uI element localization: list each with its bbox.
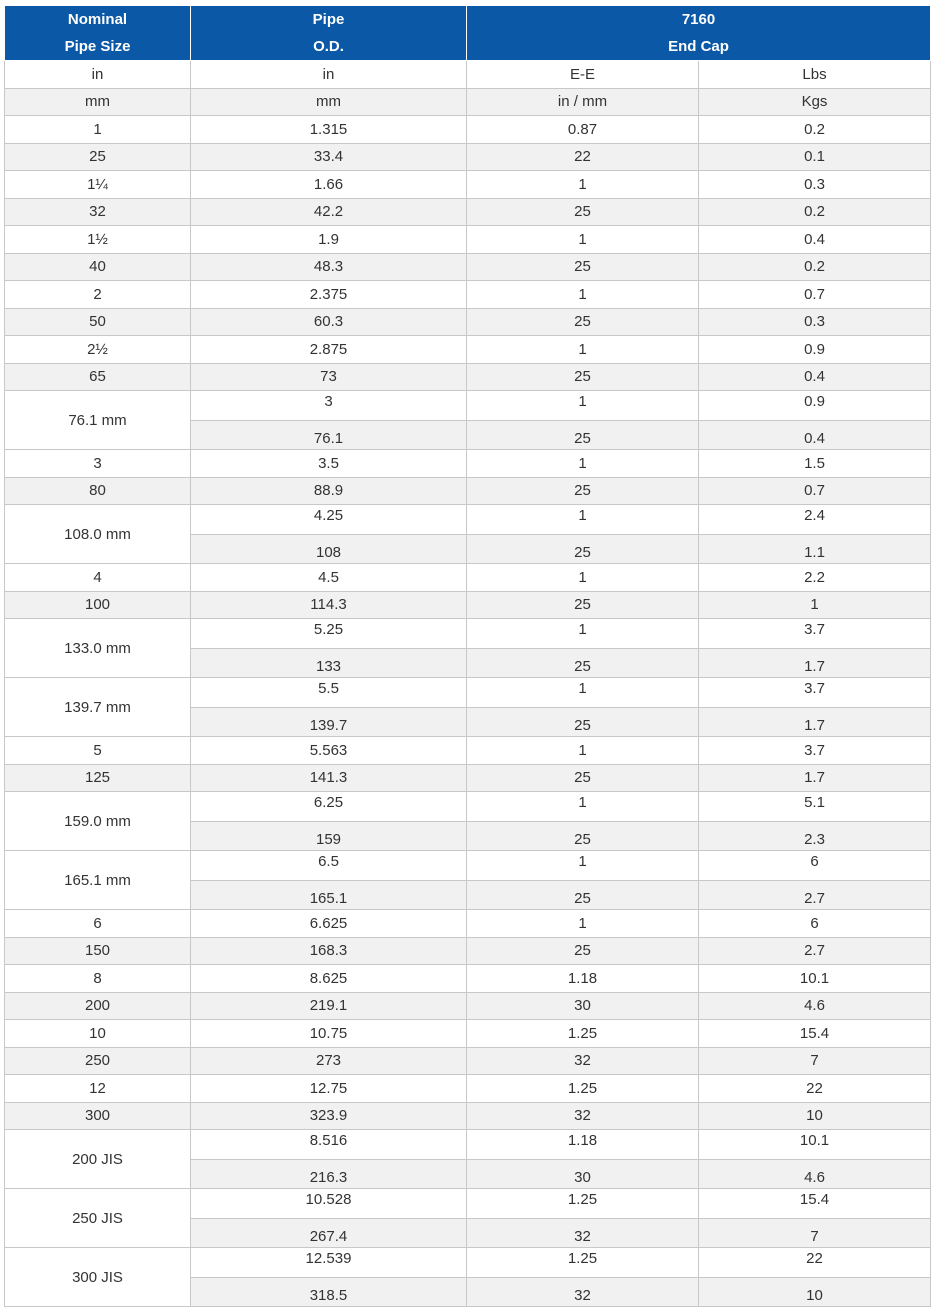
table-cell: 15.4 <box>699 1189 931 1219</box>
table-row <box>5 363 931 391</box>
table-cell: 2.2 <box>699 564 931 592</box>
table-cell-merged: 159.0 mm <box>5 792 191 851</box>
table-cell: 1 <box>467 391 699 421</box>
table-cell: 1 <box>699 591 931 619</box>
table-cell: 5.1 <box>699 792 931 822</box>
table-cell: 32 <box>467 1047 699 1075</box>
table-cell: 6 <box>699 851 931 881</box>
table-cell: 139.7 <box>191 707 467 737</box>
table-cell: 3.5 <box>191 450 467 478</box>
header-text: O.D. <box>313 38 344 55</box>
table-cell: 10 <box>699 1102 931 1130</box>
table-cell: 32 <box>5 198 191 226</box>
table-cell: 22 <box>699 1248 931 1278</box>
table-cell: 108 <box>191 534 467 564</box>
table-cell: 1.7 <box>699 764 931 792</box>
table-cell: 2.7 <box>699 880 931 910</box>
table-cell: 10.528 <box>191 1189 467 1219</box>
table-cell: 0.3 <box>699 308 931 336</box>
table-cell: 1 <box>467 619 699 649</box>
table-row <box>5 1047 931 1075</box>
table-row <box>5 336 931 364</box>
table-cell: 3 <box>5 450 191 478</box>
table-cell: 32 <box>467 1102 699 1130</box>
table-cell: 25 <box>467 534 699 564</box>
table-cell: 25 <box>467 707 699 737</box>
table-cell: 273 <box>191 1047 467 1075</box>
table-row <box>5 391 931 421</box>
table-row <box>5 143 931 171</box>
table-cell: 12.75 <box>191 1075 467 1103</box>
table-row <box>5 1075 931 1103</box>
table-row <box>5 1020 931 1048</box>
table-cell: 1 <box>467 678 699 708</box>
table-cell: 88.9 <box>191 477 467 505</box>
table-cell: 1 <box>467 505 699 535</box>
table-cell: 4.6 <box>699 992 931 1020</box>
table-cell: 4.25 <box>191 505 467 535</box>
table-cell: 125 <box>5 764 191 792</box>
table-cell: 2.875 <box>191 336 467 364</box>
table-row <box>5 253 931 281</box>
table-row <box>5 764 931 792</box>
table-cell: 0.2 <box>699 253 931 281</box>
table-cell: 25 <box>467 764 699 792</box>
table-cell: Kgs <box>699 88 931 116</box>
table-row <box>5 477 931 505</box>
table-cell: 3.7 <box>699 737 931 765</box>
table-cell: 1.7 <box>699 648 931 678</box>
table-row <box>5 910 931 938</box>
table-cell: 0.4 <box>699 420 931 450</box>
table-cell: 65 <box>5 363 191 391</box>
table-cell: 1.25 <box>467 1248 699 1278</box>
table-cell: 25 <box>467 477 699 505</box>
table-cell: 3.7 <box>699 619 931 649</box>
table-cell: 0.4 <box>699 363 931 391</box>
table-cell: 1.7 <box>699 707 931 737</box>
units-row-in <box>5 61 931 89</box>
table-cell: 0.3 <box>699 171 931 199</box>
table-cell: 114.3 <box>191 591 467 619</box>
table-cell: 1 <box>467 910 699 938</box>
table-cell: 2 <box>5 281 191 309</box>
table-cell: mm <box>5 88 191 116</box>
table-cell: 216.3 <box>191 1159 467 1189</box>
table-row <box>5 1189 931 1219</box>
table-cell: 12 <box>5 1075 191 1103</box>
table-cell: Lbs <box>699 61 931 89</box>
table-cell: 25 <box>467 308 699 336</box>
table-row <box>5 737 931 765</box>
table-cell: 25 <box>467 420 699 450</box>
table-cell: 73 <box>191 363 467 391</box>
table-cell: 12.539 <box>191 1248 467 1278</box>
table-cell-merged: 76.1 mm <box>5 391 191 450</box>
table-cell: 25 <box>467 937 699 965</box>
table-cell: 0.2 <box>699 116 931 144</box>
table-cell: 80 <box>5 477 191 505</box>
table-cell: 10.1 <box>699 965 931 993</box>
table-cell: 33.4 <box>191 143 467 171</box>
units-row-mm <box>5 88 931 116</box>
table-row <box>5 198 931 226</box>
header-text: End Cap <box>668 38 729 55</box>
table-cell: 0.7 <box>699 281 931 309</box>
table-cell: 10 <box>699 1277 931 1307</box>
table-cell: 25 <box>467 591 699 619</box>
table-cell: 5.25 <box>191 619 467 649</box>
table-cell: 8.625 <box>191 965 467 993</box>
table-cell: 10.1 <box>699 1130 931 1160</box>
table-cell: 1 <box>5 116 191 144</box>
table-cell: 25 <box>467 648 699 678</box>
table-cell: 1 <box>467 792 699 822</box>
table-cell: 6 <box>5 910 191 938</box>
table-row <box>5 937 931 965</box>
table-cell: 1.315 <box>191 116 467 144</box>
table-cell: 7 <box>699 1218 931 1248</box>
table-cell: 1½ <box>5 226 191 254</box>
table-cell: 2.375 <box>191 281 467 309</box>
table-cell: 3.7 <box>699 678 931 708</box>
table-cell: 0.1 <box>699 143 931 171</box>
table-cell: 25 <box>467 198 699 226</box>
table-row <box>5 1130 931 1160</box>
table-cell-merged: 250 JIS <box>5 1189 191 1248</box>
table-cell: 8.516 <box>191 1130 467 1160</box>
table-cell: 7 <box>699 1047 931 1075</box>
table-cell: 1¼ <box>5 171 191 199</box>
table-cell: 323.9 <box>191 1102 467 1130</box>
table-cell: 6 <box>699 910 931 938</box>
table-cell: 22 <box>699 1075 931 1103</box>
table-cell-merged: 165.1 mm <box>5 851 191 910</box>
header-nominal-pipe-size <box>5 6 191 61</box>
table-cell: 2.4 <box>699 505 931 535</box>
table-cell: 25 <box>467 253 699 281</box>
table-cell: E-E <box>467 61 699 89</box>
header-end-cap <box>467 6 931 61</box>
table-cell: 25 <box>467 363 699 391</box>
table-cell: 10.75 <box>191 1020 467 1048</box>
table-cell: 1 <box>467 171 699 199</box>
table-row <box>5 116 931 144</box>
table-cell: 25 <box>5 143 191 171</box>
table-cell: 1.25 <box>467 1020 699 1048</box>
table-cell: 1.18 <box>467 1130 699 1160</box>
table-row <box>5 1102 931 1130</box>
table-cell: 30 <box>467 1159 699 1189</box>
table-cell-merged: 139.7 mm <box>5 678 191 737</box>
table-row <box>5 281 931 309</box>
table-cell: 1 <box>467 281 699 309</box>
table-row <box>5 1248 931 1278</box>
pipe-spec-table <box>4 5 931 1307</box>
table-cell: 133 <box>191 648 467 678</box>
header-text: Nominal <box>67 11 128 28</box>
table-cell: 25 <box>467 821 699 851</box>
table-cell: in / mm <box>467 88 699 116</box>
table-row <box>5 308 931 336</box>
table-row <box>5 564 931 592</box>
header-text: Pipe <box>312 11 345 28</box>
table-cell: 60.3 <box>191 308 467 336</box>
table-row <box>5 678 931 708</box>
table-cell: 1 <box>467 226 699 254</box>
table-cell: 3 <box>191 391 467 421</box>
table-cell: in <box>191 61 467 89</box>
table-cell: 50 <box>5 308 191 336</box>
table-cell: 5 <box>5 737 191 765</box>
table-cell: 300 <box>5 1102 191 1130</box>
table-cell: 22 <box>467 143 699 171</box>
table-cell: in <box>5 61 191 89</box>
table-cell: 1.25 <box>467 1189 699 1219</box>
table-row <box>5 226 931 254</box>
table-cell: 1.18 <box>467 965 699 993</box>
table-cell-merged: 133.0 mm <box>5 619 191 678</box>
header-text: 7160 <box>681 11 716 28</box>
table-cell: 8 <box>5 965 191 993</box>
table-cell: 42.2 <box>191 198 467 226</box>
table-cell: 15.4 <box>699 1020 931 1048</box>
table-cell: 100 <box>5 591 191 619</box>
table-cell: 0.9 <box>699 391 931 421</box>
table-cell: 5.563 <box>191 737 467 765</box>
table-row <box>5 450 931 478</box>
table-row <box>5 992 931 1020</box>
table-cell: 219.1 <box>191 992 467 1020</box>
table-cell: 32 <box>467 1277 699 1307</box>
table-row <box>5 965 931 993</box>
table-cell: 1.66 <box>191 171 467 199</box>
table-cell: 168.3 <box>191 937 467 965</box>
table-cell: 32 <box>467 1218 699 1248</box>
table-row <box>5 171 931 199</box>
table-cell: 2.7 <box>699 937 931 965</box>
table-cell: 159 <box>191 821 467 851</box>
table-cell: 4.5 <box>191 564 467 592</box>
table-cell: 0.87 <box>467 116 699 144</box>
table-cell: mm <box>191 88 467 116</box>
table-row <box>5 591 931 619</box>
table-cell: 10 <box>5 1020 191 1048</box>
table-cell: 1 <box>467 851 699 881</box>
table-cell: 0.4 <box>699 226 931 254</box>
table-cell-merged: 108.0 mm <box>5 505 191 564</box>
table-cell: 4.6 <box>699 1159 931 1189</box>
table-cell: 2.3 <box>699 821 931 851</box>
table-cell: 267.4 <box>191 1218 467 1248</box>
table-cell: 150 <box>5 937 191 965</box>
table-cell: 2½ <box>5 336 191 364</box>
table-cell: 48.3 <box>191 253 467 281</box>
table-row <box>5 851 931 881</box>
table-cell: 141.3 <box>191 764 467 792</box>
table-cell: 76.1 <box>191 420 467 450</box>
table-row <box>5 505 931 535</box>
table-cell: 6.5 <box>191 851 467 881</box>
table-cell-merged: 200 JIS <box>5 1130 191 1189</box>
table-cell: 165.1 <box>191 880 467 910</box>
table-cell: 0.2 <box>699 198 931 226</box>
table-cell: 6.625 <box>191 910 467 938</box>
header-pipe-od <box>191 6 467 61</box>
table-cell: 318.5 <box>191 1277 467 1307</box>
table-cell: 1 <box>467 564 699 592</box>
table-cell: 1.1 <box>699 534 931 564</box>
table-cell-merged: 300 JIS <box>5 1248 191 1307</box>
table-cell: 4 <box>5 564 191 592</box>
table-cell: 1 <box>467 450 699 478</box>
table-cell: 25 <box>467 880 699 910</box>
table-cell: 1 <box>467 737 699 765</box>
table-cell: 5.5 <box>191 678 467 708</box>
table-cell: 250 <box>5 1047 191 1075</box>
table-cell: 1.25 <box>467 1075 699 1103</box>
table-cell: 1.9 <box>191 226 467 254</box>
table-cell: 30 <box>467 992 699 1020</box>
table-cell: 200 <box>5 992 191 1020</box>
table-cell: 40 <box>5 253 191 281</box>
table-cell: 6.25 <box>191 792 467 822</box>
table-cell: 0.7 <box>699 477 931 505</box>
table-cell: 1.5 <box>699 450 931 478</box>
table-header-row <box>5 6 931 61</box>
table-row <box>5 619 931 649</box>
table-cell: 1 <box>467 336 699 364</box>
table-row <box>5 792 931 822</box>
header-text: Pipe Size <box>64 38 131 55</box>
table-cell: 0.9 <box>699 336 931 364</box>
